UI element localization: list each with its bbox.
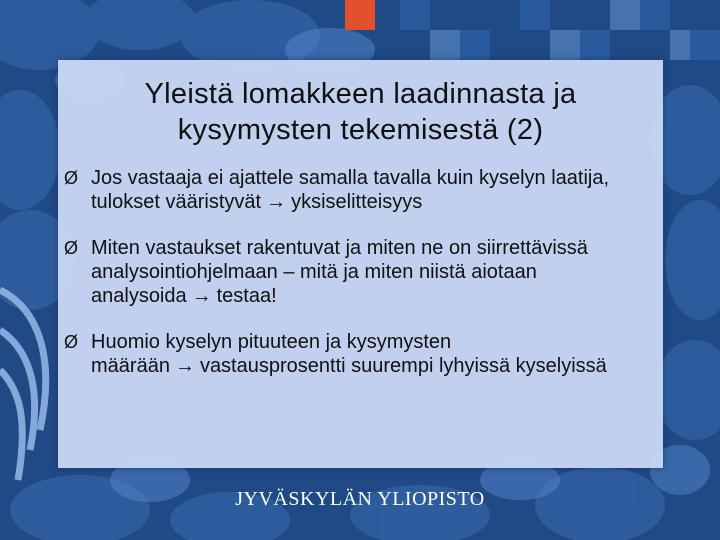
bullet-text: Huomio kyselyn pituuteen ja kysymysten määrään [91, 331, 452, 377]
right-arrow-icon: → [191, 285, 212, 307]
slide-title-line-2: kysymysten tekemisestä (2) [177, 114, 544, 146]
bullet-text-conclusion: vastausprosentti suurempi lyhyissä kyselyissä [199, 355, 607, 377]
slide-title [58, 76, 663, 148]
bullet-item [64, 330, 624, 378]
orange-square-accent [345, 0, 375, 30]
bullet-arrowhead-icon: Ø [64, 168, 79, 188]
bullet-text-conclusion: yksiselitteisyys [291, 191, 423, 213]
university-logo-text: JYVÄSKYLÄN YLIOPISTO [235, 488, 485, 510]
slide-title-line-1: Yleistä lomakkeen laadinnasta ja [144, 78, 577, 110]
bullet-item [64, 166, 624, 214]
bullet-text: Jos vastaaja ei ajattele samalla tavalla kuin kyselyn laatija, tulokset vääristyvät [91, 167, 610, 213]
bullet-text-conclusion: testaa! [216, 285, 277, 307]
bullet-item [64, 236, 624, 308]
right-arrow-icon: → [266, 191, 287, 213]
right-arrow-icon: → [174, 355, 195, 377]
bullet-text: Miten vastaukset rakentuvat ja miten ne on siirrettävissä analysointiohjelmaan – mitä ja miten niistä aiotaan analysoida [91, 237, 588, 307]
bullet-arrowhead-icon: Ø [64, 238, 79, 258]
bullet-list [64, 166, 624, 378]
bullet-arrowhead-icon: Ø [64, 332, 79, 352]
pixel-tile-pattern [340, 0, 720, 60]
